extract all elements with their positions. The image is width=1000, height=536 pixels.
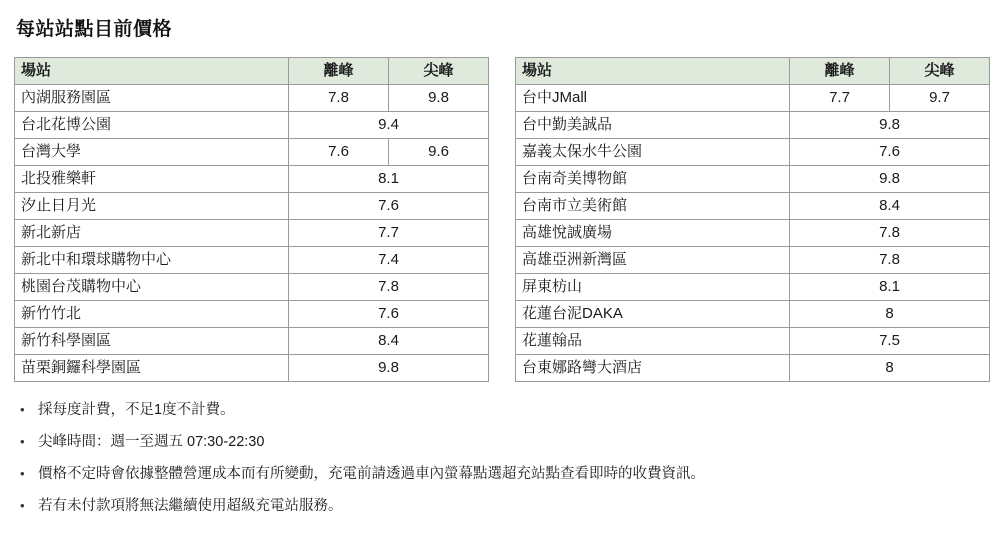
table-head-right xyxy=(516,58,990,85)
station-name-cell: 新竹科學園區 xyxy=(15,328,289,355)
table-row xyxy=(516,139,990,166)
price-cell-combined: 7.6 xyxy=(790,139,990,166)
table-row xyxy=(15,193,489,220)
table-row xyxy=(15,139,489,166)
table-row xyxy=(15,112,489,139)
price-cell-combined: 9.8 xyxy=(790,166,990,193)
station-name-cell: 內湖服務園區 xyxy=(15,85,289,112)
price-cell-combined: 7.8 xyxy=(790,247,990,274)
station-name-cell: 台南奇美博物館 xyxy=(516,166,790,193)
table-row xyxy=(15,301,489,328)
price-table-left xyxy=(14,57,489,382)
station-name-cell: 台中勤美誠品 xyxy=(516,112,790,139)
price-tables-container xyxy=(14,57,986,382)
station-name-cell: 嘉義太保水牛公園 xyxy=(516,139,790,166)
table-body-left xyxy=(15,85,489,382)
note-item xyxy=(20,496,986,516)
table-row xyxy=(516,85,990,112)
station-name-cell: 台灣大學 xyxy=(15,139,289,166)
station-name-cell: 高雄悅誠廣場 xyxy=(516,220,790,247)
table-row xyxy=(516,301,990,328)
table-row xyxy=(15,274,489,301)
column-header-peak: 尖峰 xyxy=(890,58,990,85)
table-row xyxy=(15,355,489,382)
price-cell-peak: 9.6 xyxy=(389,139,489,166)
station-name-cell: 新北中和環球購物中心 xyxy=(15,247,289,274)
price-cell-combined: 8.4 xyxy=(790,193,990,220)
column-header-station: 場站 xyxy=(15,58,289,85)
price-table-right xyxy=(515,57,990,382)
station-name-cell: 高雄亞洲新灣區 xyxy=(516,247,790,274)
station-name-cell: 台中JMall xyxy=(516,85,790,112)
price-cell-combined: 9.4 xyxy=(289,112,489,139)
price-cell-peak: 9.8 xyxy=(389,85,489,112)
station-name-cell: 台東娜路彎大酒店 xyxy=(516,355,790,382)
station-name-cell: 桃園台茂購物中心 xyxy=(15,274,289,301)
price-cell-combined: 7.7 xyxy=(289,220,489,247)
notes-list xyxy=(14,400,986,516)
column-header-off-peak: 離峰 xyxy=(289,58,389,85)
table-body-right xyxy=(516,85,990,382)
note-text: 尖峰時間：週一至週五 07:30-22:30 xyxy=(38,434,265,450)
table-header-row xyxy=(516,58,990,85)
table-row xyxy=(516,328,990,355)
table-row xyxy=(15,85,489,112)
price-cell-combined: 8 xyxy=(790,355,990,382)
station-name-cell: 花蓮翰品 xyxy=(516,328,790,355)
table-row xyxy=(516,355,990,382)
price-cell-combined: 8.1 xyxy=(790,274,990,301)
price-cell-off-peak: 7.7 xyxy=(790,85,890,112)
price-cell-off-peak: 7.6 xyxy=(289,139,389,166)
page-title: 每站站點目前價格 xyxy=(16,19,173,40)
note-item xyxy=(20,464,986,484)
table-row xyxy=(15,166,489,193)
note-text: 採每度計費，不足1度不計費。 xyxy=(38,402,235,418)
price-cell-combined: 8.1 xyxy=(289,166,489,193)
table-head-left xyxy=(15,58,489,85)
price-cell-combined: 8.4 xyxy=(289,328,489,355)
price-cell-peak: 9.7 xyxy=(890,85,990,112)
bullet-icon: • xyxy=(20,434,25,449)
table-row xyxy=(516,112,990,139)
price-cell-off-peak: 7.8 xyxy=(289,85,389,112)
price-cell-combined: 7.5 xyxy=(790,328,990,355)
price-cell-combined: 7.4 xyxy=(289,247,489,274)
bullet-icon: • xyxy=(20,402,25,417)
table-row xyxy=(516,193,990,220)
column-header-off-peak: 離峰 xyxy=(790,58,890,85)
table-header-row xyxy=(15,58,489,85)
column-header-peak: 尖峰 xyxy=(389,58,489,85)
column-header-station: 場站 xyxy=(516,58,790,85)
station-name-cell: 新北新店 xyxy=(15,220,289,247)
station-name-cell: 台北花博公園 xyxy=(15,112,289,139)
price-cell-combined: 7.6 xyxy=(289,301,489,328)
table-row xyxy=(15,247,489,274)
table-row xyxy=(516,247,990,274)
station-name-cell: 屏東枋山 xyxy=(516,274,790,301)
note-text: 若有未付款項將無法繼續使用超級充電站服務。 xyxy=(38,498,343,514)
bullet-icon: • xyxy=(20,466,25,481)
note-item xyxy=(20,400,986,420)
price-cell-combined: 8 xyxy=(790,301,990,328)
price-cell-combined: 7.8 xyxy=(289,274,489,301)
price-cell-combined: 9.8 xyxy=(790,112,990,139)
station-name-cell: 台南市立美術館 xyxy=(516,193,790,220)
price-cell-combined: 7.6 xyxy=(289,193,489,220)
table-row xyxy=(516,274,990,301)
station-name-cell: 北投雅樂軒 xyxy=(15,166,289,193)
station-name-cell: 花蓮台泥DAKA xyxy=(516,301,790,328)
table-row xyxy=(516,166,990,193)
table-row xyxy=(15,328,489,355)
price-cell-combined: 9.8 xyxy=(289,355,489,382)
price-cell-combined: 7.8 xyxy=(790,220,990,247)
note-text: 價格不定時會依據整體營運成本而有所變動，充電前請透過車內螢幕點選超充站點查看即時的收費資訊。 xyxy=(38,466,705,482)
table-row xyxy=(516,220,990,247)
station-name-cell: 新竹竹北 xyxy=(15,301,289,328)
station-name-cell: 苗栗銅鑼科學園區 xyxy=(15,355,289,382)
station-name-cell: 汐止日月光 xyxy=(15,193,289,220)
note-item xyxy=(20,432,986,452)
bullet-icon: • xyxy=(20,498,25,513)
table-row xyxy=(15,220,489,247)
